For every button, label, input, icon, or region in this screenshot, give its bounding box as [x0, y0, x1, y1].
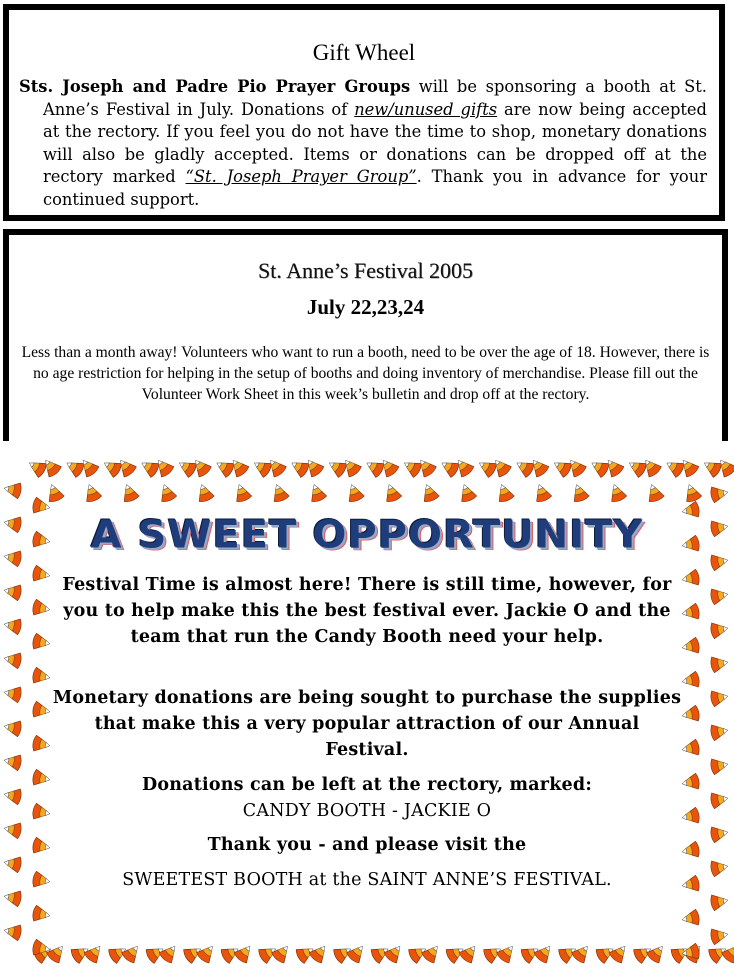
candy-corn-icon	[32, 667, 52, 686]
candy-corn-icon	[344, 482, 365, 503]
candy-corn-icon	[458, 941, 481, 964]
candy-corn-icon	[363, 456, 386, 478]
candy-corn-icon	[663, 456, 686, 478]
candy-corn-icon	[3, 616, 23, 635]
candy-corn-icon	[32, 735, 52, 754]
candy-corn-icon	[82, 482, 103, 503]
gift-text-2: are now being accepted at the rectory. If you feel you do not have the time to shop, monetary donations will also be gladly accepted. Items or donations can be dropped off at the rectory marked	[43, 99, 707, 186]
candy-corn-icon	[325, 456, 348, 478]
candy-corn-icon	[710, 586, 730, 605]
candy-corn-icon	[645, 941, 668, 964]
festival-dates: July 22,23,24	[306, 295, 425, 319]
candy-corn-icon	[382, 482, 403, 503]
candy-corn-icon	[32, 905, 52, 924]
candy-corn-icon	[3, 650, 23, 669]
gift-wheel-title: Gift Wheel	[312, 40, 416, 65]
candy-corn-icon	[710, 620, 730, 639]
candy-corn-icon	[195, 941, 218, 964]
candy-corn-icon	[532, 482, 553, 503]
sweetest-booth-text: SWEETEST BOOTH at the SAINT ANNE’S FESTIVAL.	[122, 870, 612, 890]
candy-corn-icon	[607, 482, 628, 503]
candy-corn-icon	[270, 941, 293, 964]
candy-corn-icon	[588, 456, 611, 478]
candy-corn-icon	[3, 820, 23, 839]
festival-box	[3, 229, 728, 441]
candy-corn-icon	[513, 456, 536, 478]
gift-text-3: . Thank you in advance for your continued support.	[43, 167, 707, 209]
candy-corn-icon	[400, 456, 423, 478]
candy-corn-icon	[608, 941, 631, 964]
candy-corn-icon	[44, 482, 65, 503]
candy-corn-icon	[475, 456, 498, 478]
candy-corn-icon	[3, 480, 23, 499]
candy-corn-icon	[307, 482, 328, 503]
candy-corn-icon	[32, 633, 52, 652]
candy-corn-icon	[32, 837, 52, 856]
candy-corn-icon	[3, 922, 23, 941]
festival-title: St. Anne’s Festival 2005	[257, 258, 474, 283]
candy-corn-icon	[420, 941, 443, 964]
sweet-paragraph-1: Festival Time is almost here! There is still time, however, for you to help make this the best festival ever. Jackie O and the team that run the Candy Booth need your help.	[62, 575, 672, 647]
sweet-paragraph-4: Thank you - and please visit the	[207, 835, 527, 855]
candy-corn-icon	[269, 482, 290, 503]
sweet-paragraph-3	[50, 772, 684, 824]
candy-corn-icon	[250, 456, 273, 478]
candy-corn-icon	[138, 456, 161, 478]
donations-text: Donations can be left at the rectory, marked:	[142, 775, 592, 795]
candy-corn-icon	[710, 824, 730, 843]
candy-corn-icon	[3, 888, 23, 907]
candy-corn-icon	[45, 941, 68, 964]
candy-corn-icon	[32, 803, 52, 822]
st-joseph-prayer-group-label: “St. Joseph Prayer Group”	[185, 167, 417, 186]
candy-corn-icon	[438, 456, 461, 478]
candy-corn-icon	[644, 482, 665, 503]
candy-corn-icon	[710, 858, 730, 877]
candy-corn-icon	[681, 909, 701, 928]
candy-corn-icon	[3, 582, 23, 601]
candy-corn-icon	[700, 456, 723, 478]
candy-corn-icon	[570, 941, 593, 964]
candy-corn-icon	[32, 701, 52, 720]
candy-booth-label: CANDY BOOTH - JACKIE O	[242, 801, 492, 821]
candy-corn-icon	[32, 599, 52, 618]
candy-corn-icon	[3, 718, 23, 737]
festival-body: Less than a month away! Volunteers who want to run a booth, need to be over the age of 18. However, there is no age restriction for helping in the setup of booths and doing inventory of merchandise. Please fill out the Volunteer Work Sheet in this week’s bulletin and drop off at the rectory.	[21, 344, 710, 403]
new-unused-gifts-text: new/unused gifts	[354, 99, 498, 119]
candy-corn-icon	[233, 941, 256, 964]
candy-corn-icon	[710, 484, 730, 503]
gift-text-1: will be sponsoring a booth at St. Anne’s Festival in July. Donations of	[43, 77, 707, 119]
candy-corn-icon	[308, 941, 331, 964]
candy-corn-icon	[494, 482, 515, 503]
candy-corn-icon	[32, 871, 52, 890]
candy-corn-icon	[25, 456, 48, 478]
candy-corn-icon	[495, 941, 518, 964]
candy-corn-icon	[550, 456, 573, 478]
sweet-opportunity-title: A SWEET OPPORTUNITY	[90, 513, 644, 557]
candy-corn-icon	[625, 456, 648, 478]
gift-wheel-body	[19, 76, 707, 211]
candy-corn-icon	[119, 482, 140, 503]
candy-corn-icon	[175, 456, 198, 478]
candy-corn-icon	[710, 892, 730, 911]
candy-corn-icon	[569, 482, 590, 503]
candy-corn-icon	[710, 756, 730, 775]
candy-corn-icon	[710, 790, 730, 809]
candy-corn-icon	[383, 941, 406, 964]
candy-corn-icon	[720, 941, 734, 964]
candy-corn-icon	[345, 941, 368, 964]
prayer-groups-name: Sts. Joseph and Padre Pio Prayer Groups	[19, 77, 411, 96]
candy-corn-icon	[710, 722, 730, 741]
candy-corn-icon	[3, 786, 23, 805]
candy-corn-icon	[3, 684, 23, 703]
candy-corn-icon	[457, 482, 478, 503]
candy-corn-icon	[3, 854, 23, 873]
candy-corn-icon	[419, 482, 440, 503]
candy-corn-icon	[100, 456, 123, 478]
candy-corn-icon	[710, 926, 730, 945]
candy-corn-icon	[3, 752, 23, 771]
candy-corn-icon	[533, 941, 556, 964]
candy-corn-icon	[710, 654, 730, 673]
sweet-paragraph-5	[50, 867, 684, 893]
candy-corn-icon	[158, 941, 181, 964]
candy-corn-icon	[83, 941, 106, 964]
gift-wheel-box	[3, 4, 725, 221]
candy-corn-icon	[682, 482, 703, 503]
candy-corn-icon	[232, 482, 253, 503]
candy-corn-icon	[288, 456, 311, 478]
candy-corn-icon	[32, 769, 52, 788]
sweet-opportunity-flyer	[0, 450, 734, 971]
candy-corn-icon	[120, 941, 143, 964]
candy-corn-icon	[32, 565, 52, 584]
candy-corn-icon	[710, 688, 730, 707]
candy-corn-icon	[63, 456, 86, 478]
candy-corn-icon	[157, 482, 178, 503]
sweet-paragraph-2: Monetary donations are being sought to purchase the supplies that make this a very popular attraction of our Annual Festival.	[52, 688, 682, 760]
candy-corn-icon	[213, 456, 236, 478]
candy-corn-icon	[194, 482, 215, 503]
